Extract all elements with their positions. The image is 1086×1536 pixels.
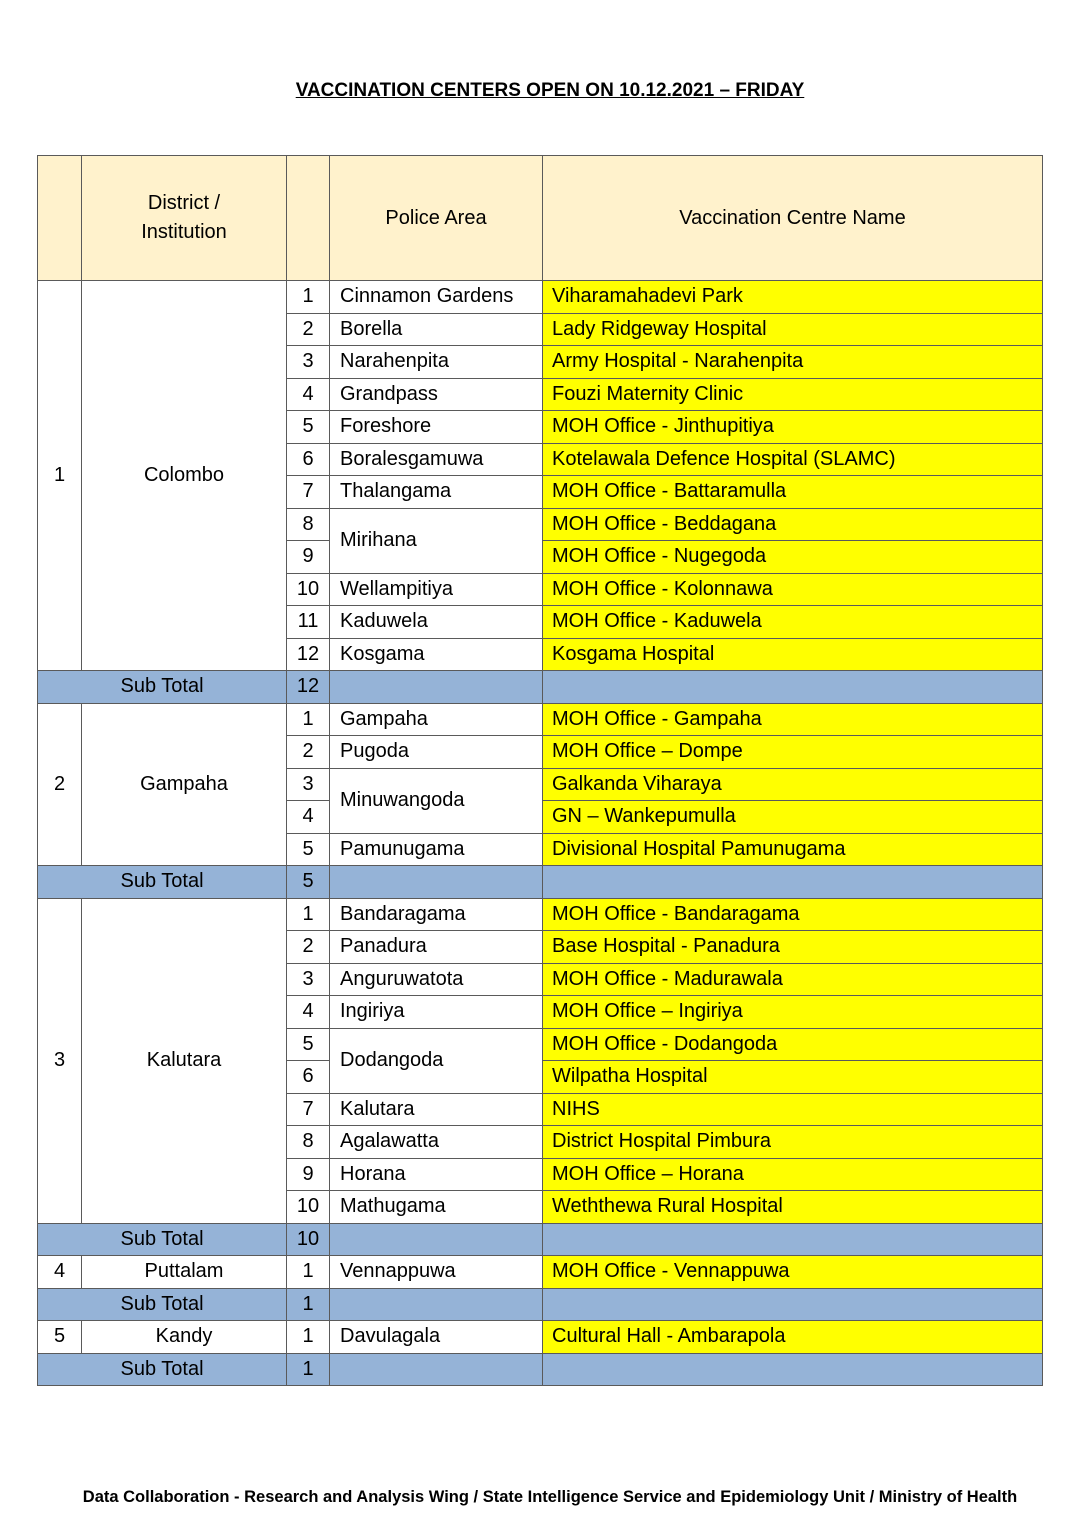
police-area: Foreshore [330,411,543,444]
subtotal-label: Sub Total [38,671,287,704]
subtotal-empty-police [330,1353,543,1386]
header-centre-name: Vaccination Centre Name [543,156,1043,281]
police-area: Borella [330,313,543,346]
police-area: Cinnamon Gardens [330,281,543,314]
row-number: 1 [287,281,330,314]
district-name: Puttalam [82,1256,287,1289]
vaccination-centre-name: MOH Office - Bandaragama [543,898,1043,931]
row-number: 6 [287,1061,330,1094]
police-area: Panadura [330,931,543,964]
vaccination-centre-name: MOH Office - Dodangoda [543,1028,1043,1061]
police-area: Horana [330,1158,543,1191]
vaccination-centre-name: MOH Office – Ingiriya [543,996,1043,1029]
police-area: Minuwangoda [330,768,543,833]
vaccination-centre-name: Viharamahadevi Park [543,281,1043,314]
police-area: Grandpass [330,378,543,411]
vaccination-centre-name: District Hospital Pimbura [543,1126,1043,1159]
vaccination-centre-name: Lady Ridgeway Hospital [543,313,1043,346]
vaccination-centre-name: MOH Office - Gampaha [543,703,1043,736]
police-area: Kosgama [330,638,543,671]
subtotal-value: 10 [287,1223,330,1256]
vaccination-centre-name: MOH Office - Battaramulla [543,476,1043,509]
vaccination-centre-name: Base Hospital - Panadura [543,931,1043,964]
row-number: 5 [287,833,330,866]
table-row [38,1256,1043,1289]
row-number: 10 [287,1191,330,1224]
police-area: Vennappuwa [330,1256,543,1289]
vaccination-centre-name: MOH Office - Nugegoda [543,541,1043,574]
vaccination-centre-name: Kotelawala Defence Hospital (SLAMC) [543,443,1043,476]
subtotal-empty-centre [543,671,1043,704]
police-area: Bandaragama [330,898,543,931]
district-name: Gampaha [82,703,287,866]
subtotal-row [38,866,1043,899]
row-number: 7 [287,1093,330,1126]
police-area: Gampaha [330,703,543,736]
police-area: Dodangoda [330,1028,543,1093]
subtotal-empty-centre [543,1288,1043,1321]
row-number: 3 [287,768,330,801]
row-number: 5 [287,1028,330,1061]
police-area: Boralesgamuwa [330,443,543,476]
vaccination-centre-name: MOH Office - Kaduwela [543,606,1043,639]
district-number: 1 [38,281,82,671]
row-number: 5 [287,411,330,444]
police-area: Narahenpita [330,346,543,379]
vaccination-centre-name: Weththewa Rural Hospital [543,1191,1043,1224]
vaccination-centre-name: MOH Office - Jinthupitiya [543,411,1043,444]
subtotal-value: 5 [287,866,330,899]
header-row-no [287,156,330,281]
district-number: 2 [38,703,82,866]
vaccination-centre-name: Army Hospital - Narahenpita [543,346,1043,379]
vaccination-centre-name: Cultural Hall - Ambarapola [543,1321,1043,1354]
row-number: 9 [287,1158,330,1191]
district-name: Colombo [82,281,287,671]
row-number: 4 [287,801,330,834]
police-area: Mathugama [330,1191,543,1224]
row-number: 10 [287,573,330,606]
header-district-line2: Institution [141,221,227,243]
police-area: Anguruwatota [330,963,543,996]
vaccination-centre-name: Fouzi Maternity Clinic [543,378,1043,411]
row-number: 4 [287,996,330,1029]
vaccination-centre-name: MOH Office – Dompe [543,736,1043,769]
vaccination-centre-name: Wilpatha Hospital [543,1061,1043,1094]
row-number: 3 [287,346,330,379]
police-area: Wellampitiya [330,573,543,606]
table-row [38,281,1043,314]
subtotal-row [38,1288,1043,1321]
table-row [38,703,1043,736]
row-number: 4 [287,378,330,411]
district-number: 3 [38,898,82,1223]
police-area: Davulagala [330,1321,543,1354]
subtotal-empty-police [330,1288,543,1321]
subtotal-label: Sub Total [38,866,287,899]
subtotal-label: Sub Total [38,1353,287,1386]
subtotal-row [38,671,1043,704]
row-number: 11 [287,606,330,639]
subtotal-empty-police [330,1223,543,1256]
row-number: 3 [287,963,330,996]
vaccination-centre-name: Kosgama Hospital [543,638,1043,671]
table-row [38,1321,1043,1354]
table-body [38,281,1043,1386]
header-police-area: Police Area [330,156,543,281]
row-number: 8 [287,1126,330,1159]
header-district [82,156,287,281]
row-number: 12 [287,638,330,671]
subtotal-row [38,1223,1043,1256]
subtotal-value: 1 [287,1288,330,1321]
header-no [38,156,82,281]
subtotal-label: Sub Total [38,1288,287,1321]
subtotal-empty-centre [543,1223,1043,1256]
page-title: VACCINATION CENTERS OPEN ON 10.12.2021 – FRIDAY [295,80,805,101]
row-number: 2 [287,736,330,769]
district-name: Kandy [82,1321,287,1354]
police-area: Pamunugama [330,833,543,866]
police-area: Thalangama [330,476,543,509]
footer-credit: Data Collaboration - Research and Analysis Wing / State Intelligence Service and Epidemiology Unit / Ministry of Health [82,1488,1018,1506]
row-number: 2 [287,313,330,346]
police-area: Agalawatta [330,1126,543,1159]
subtotal-empty-police [330,866,543,899]
subtotal-value: 12 [287,671,330,704]
row-number: 1 [287,1321,330,1354]
subtotal-empty-centre [543,1353,1043,1386]
row-number: 1 [287,703,330,736]
vaccination-centre-name: NIHS [543,1093,1043,1126]
district-name: Kalutara [82,898,287,1223]
vaccination-centre-name: MOH Office – Horana [543,1158,1043,1191]
subtotal-value: 1 [287,1353,330,1386]
row-number: 9 [287,541,330,574]
row-number: 1 [287,1256,330,1289]
district-number: 5 [38,1321,82,1354]
district-number: 4 [38,1256,82,1289]
row-number: 2 [287,931,330,964]
subtotal-empty-centre [543,866,1043,899]
police-area: Mirihana [330,508,543,573]
vaccination-centre-name: GN – Wankepumulla [543,801,1043,834]
subtotal-label: Sub Total [38,1223,287,1256]
vaccination-centre-name: MOH Office - Madurawala [543,963,1043,996]
police-area: Ingiriya [330,996,543,1029]
table-row [38,898,1043,931]
vaccination-centre-name: MOH Office - Vennappuwa [543,1256,1043,1289]
subtotal-row [38,1353,1043,1386]
vaccination-centre-name: Divisional Hospital Pamunugama [543,833,1043,866]
vaccination-centre-name: Galkanda Viharaya [543,768,1043,801]
police-area: Kaduwela [330,606,543,639]
subtotal-empty-police [330,671,543,704]
vaccination-centre-name: MOH Office - Beddagana [543,508,1043,541]
vaccination-centres-table [37,155,1043,1386]
police-area: Pugoda [330,736,543,769]
table-header [38,156,1043,281]
vaccination-centre-name: MOH Office - Kolonnawa [543,573,1043,606]
police-area: Kalutara [330,1093,543,1126]
row-number: 7 [287,476,330,509]
row-number: 1 [287,898,330,931]
row-number: 8 [287,508,330,541]
header-district-line1: District / [147,192,221,214]
row-number: 6 [287,443,330,476]
